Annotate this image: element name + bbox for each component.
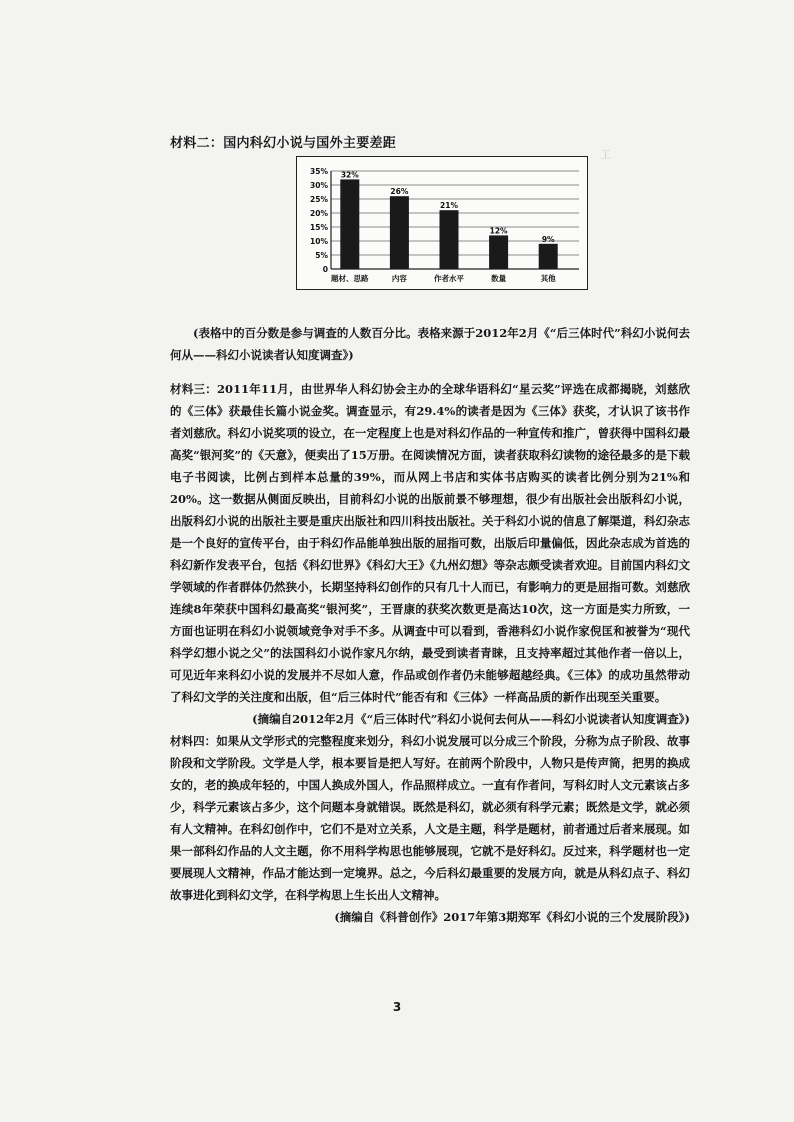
bar-value-label: 26% (390, 187, 409, 197)
category-label: 作者水平 (434, 274, 464, 283)
category-label: 题材、思路 (331, 274, 369, 283)
bleed-through-mark (600, 200, 677, 216)
bar (539, 244, 558, 269)
y-tick-label: 35% (310, 167, 328, 176)
y-tick-label: 25% (310, 195, 328, 204)
page-number: 3 (392, 1000, 402, 1014)
bar-value-label: 9% (541, 234, 555, 244)
category-label: 数量 (491, 274, 507, 283)
material-two-heading: 材料二：国内科幻小说与国外主要差距 (170, 136, 397, 151)
bar-value-label: 32% (340, 170, 359, 180)
bar (489, 235, 508, 269)
chart-caption: (表格中的百分数是参与调查的人数百分比。表格来源于2012年2月《“后三体时代”科幻小说何去何从——科幻小说读者认知度调查》) (170, 326, 690, 362)
material-three-citation: (摘编自2012年2月《“后三体时代”科幻小说何去何从——科幻小说读者认知度调查》) (252, 712, 690, 726)
bar-chart-svg (297, 157, 587, 289)
category-label: 其他 (540, 274, 556, 283)
y-tick-label: 5% (315, 251, 328, 260)
bar (440, 210, 459, 269)
material-four-citation: (摘编自《科普创作》2017年第3期郑军《科幻小说的三个发展阶段》) (334, 910, 690, 924)
article-body (170, 322, 690, 928)
y-tick-label: 15% (310, 223, 328, 232)
y-tick-label: 0 (322, 265, 328, 274)
material-three-paragraph: 材料三：2011年11月，由世界华人科幻协会主办的全球华语科幻“星云奖”评选在成都揭晓，刘慈欣的《三体》获最佳长篇小说金奖。调查显示，有29.4%的读者是因为《三体》获奖，才认识了该书作者刘慈欣。科幻小说奖项的设立，在一定程度上也是对科幻作品的一种宣传和推广，曾获得中国科幻最高奖“银河奖”的《天意》，便卖出了15万册。在阅读情况方面，读者获取科幻读物的途径最多的是下载电子书阅读，比例占到样本总量的39%，而从网上书店和实体书店购买的读者比例分别为21%和20%。这一数据从侧面反映出，目前科幻小说的出版前景不够理想，很少有出版社会出版科幻小说，出版科幻小说的出版社主要是重庆出版社和四川科技出版社。关于科幻小说的信息了解渠道，科幻杂志是一个良好的宣传平台，由于科幻作品能单独出版的屈指可数，出版后印量偏低，因此杂志成为首选的科幻新作发表平台，包括《科幻世界》《科幻大王》《九州幻想》等杂志颇受读者欢迎。目前国内科幻文学领域的作者群体仍然狭小，长期坚持科幻创作的只有几十人而已，有影响力的更是屈指可数。刘慈欣连续8年荣获中国科幻最高奖“银河奖”，王晋康的获奖次数更是高达10次，这一方面是实力所致，一方面也证明在科幻小说领域竞争对手不多。从调查中可以看到，香港科幻小说作家倪匡和被誉为“现代科学幻想小说之父”的法国科幻小说作家凡尔纳，最受到读者青睐，且支持率超过其他作者一倍以上，可见近年来科幻小说的发展并不尽如人意，作品或创作者仍未能够超越经典。《三体》的成功虽然带动了科幻文学的关注度和出版，但“后三体时代”能否有和《三体》一样高品质的新作出现至关重要。 (170, 382, 690, 704)
y-tick-label: 10% (310, 237, 328, 246)
category-label: 内容 (391, 274, 407, 283)
bar-value-label: 12% (489, 226, 508, 236)
bar-chart (296, 156, 588, 290)
y-tick-label: 20% (310, 209, 328, 218)
bar (340, 179, 359, 269)
y-tick-label: 30% (310, 181, 328, 190)
material-four-paragraph: 材料四：如果从文学形式的完整程度来划分，科幻小说发展可以分成三个阶段，分称为点子阶段、故事阶段和文学阶段。文学是人学，根本要旨是把人写好。在前两个阶段中，人物只是传声筒，把男的换成女的，老的换成年轻的，中国人换成外国人，作品照样成立。一直有作者问，写科幻时人文元素该占多少，科学元素该占多少，这个问题本身就错误。既然是科幻，就必须有科学元素；既然是文学，就必须有人文精神。在科幻创作中，它们不是对立关系，人文是主题，科学是题材，前者通过后者来展现。如果一部科幻作品的人文主题，你不用科学构思也能够展现，它就不是好科幻。反过来，科学题材也一定要展现人文精神，作品才能达到一定境界。总之，今后科幻最重要的发展方向，就是从科幻点子、科幻故事进化到科幻文学，在科学构思上生长出人文精神。 (170, 734, 690, 902)
bar-value-label: 21% (440, 201, 458, 211)
bar (390, 196, 409, 269)
bleed-through-mark: 工 (600, 148, 677, 161)
